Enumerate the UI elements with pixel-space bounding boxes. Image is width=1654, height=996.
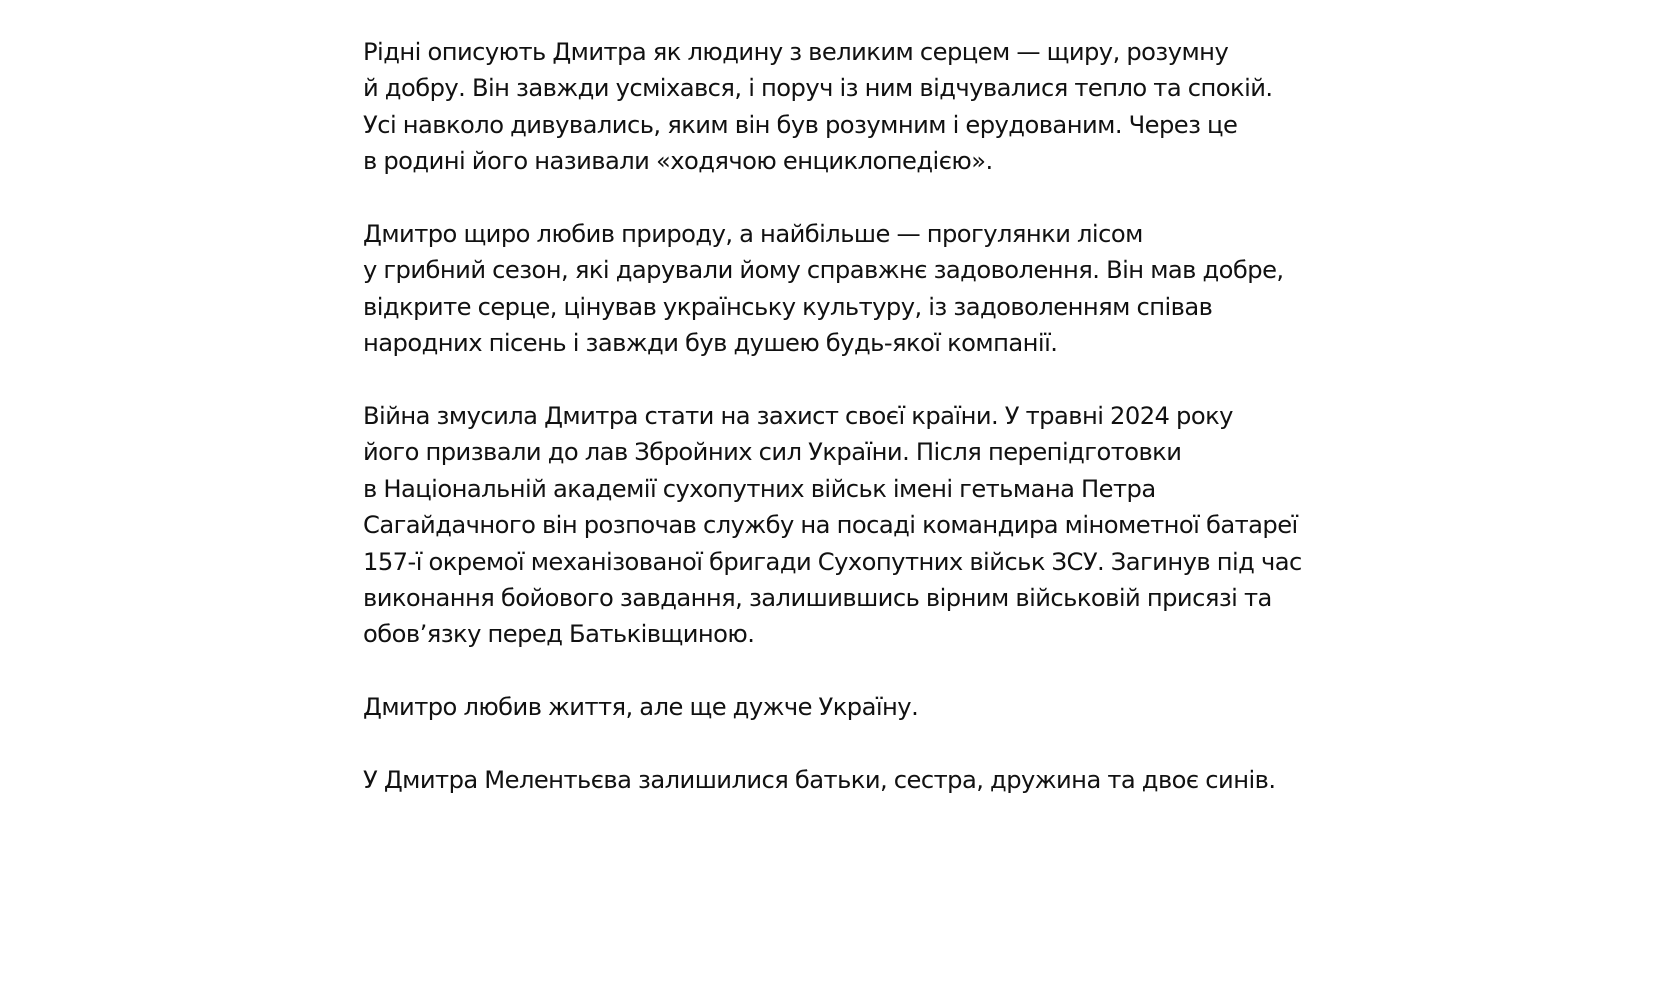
text-line: Дмитро любив життя, але ще дужче Україну. — [363, 693, 919, 722]
text-line: Війна змусила Дмитра стати на захист своєї країни. У травні 2024 року — [363, 402, 1233, 431]
text-line: його призвали до лав Збройних сил України. Після перепідготовки — [363, 438, 1182, 467]
text-line: в родині його називали «ходячою енциклопедією». — [363, 147, 993, 176]
text-line: Сагайдачного він розпочав службу на посаді командира мінометної батареї — [363, 511, 1298, 540]
text-line: й добру. Він завжди усміхався, і поруч із ним відчувалися тепло та спокій. — [363, 74, 1273, 103]
text-line: 157-ї окремої механізованої бригади Сухопутних військ ЗСУ. Загинув під час — [363, 547, 1302, 576]
paragraph-character — [324, 34, 1334, 180]
document-body — [324, 34, 1334, 835]
text-line: відкрите серце, цінував українську культуру, із задоволенням співав — [363, 292, 1213, 321]
text-line: Усі навколо дивувались, яким він був розумним і ерудованим. Через це — [363, 110, 1238, 139]
text-line: обов’язку перед Батьківщиною. — [363, 620, 755, 649]
text-line: в Національній академії сухопутних військ імені гетьмана Петра — [363, 474, 1156, 503]
text-line: народних пісень і завжди був душею будь-якої компанії. — [363, 329, 1058, 358]
text-line: У Дмитра Мелентьєва залишилися батьки, сестра, дружина та двоє синів. — [363, 766, 1276, 795]
text-line: Дмитро щиро любив природу, а найбільше — прогулянки лісом — [363, 220, 1143, 249]
paragraph-family — [324, 762, 1334, 798]
text-line: у грибний сезон, які дарували йому справжнє задоволення. Він мав добре, — [363, 256, 1284, 285]
paragraph-interests — [324, 216, 1334, 362]
paragraph-service — [324, 398, 1334, 653]
text-line: Рідні описують Дмитра як людину з великим серцем — щиру, розумну — [363, 38, 1229, 66]
paragraph-love-of-country — [324, 689, 1334, 725]
text-line: виконання бойового завдання, залишившись вірним військовій присязі та — [363, 584, 1272, 613]
